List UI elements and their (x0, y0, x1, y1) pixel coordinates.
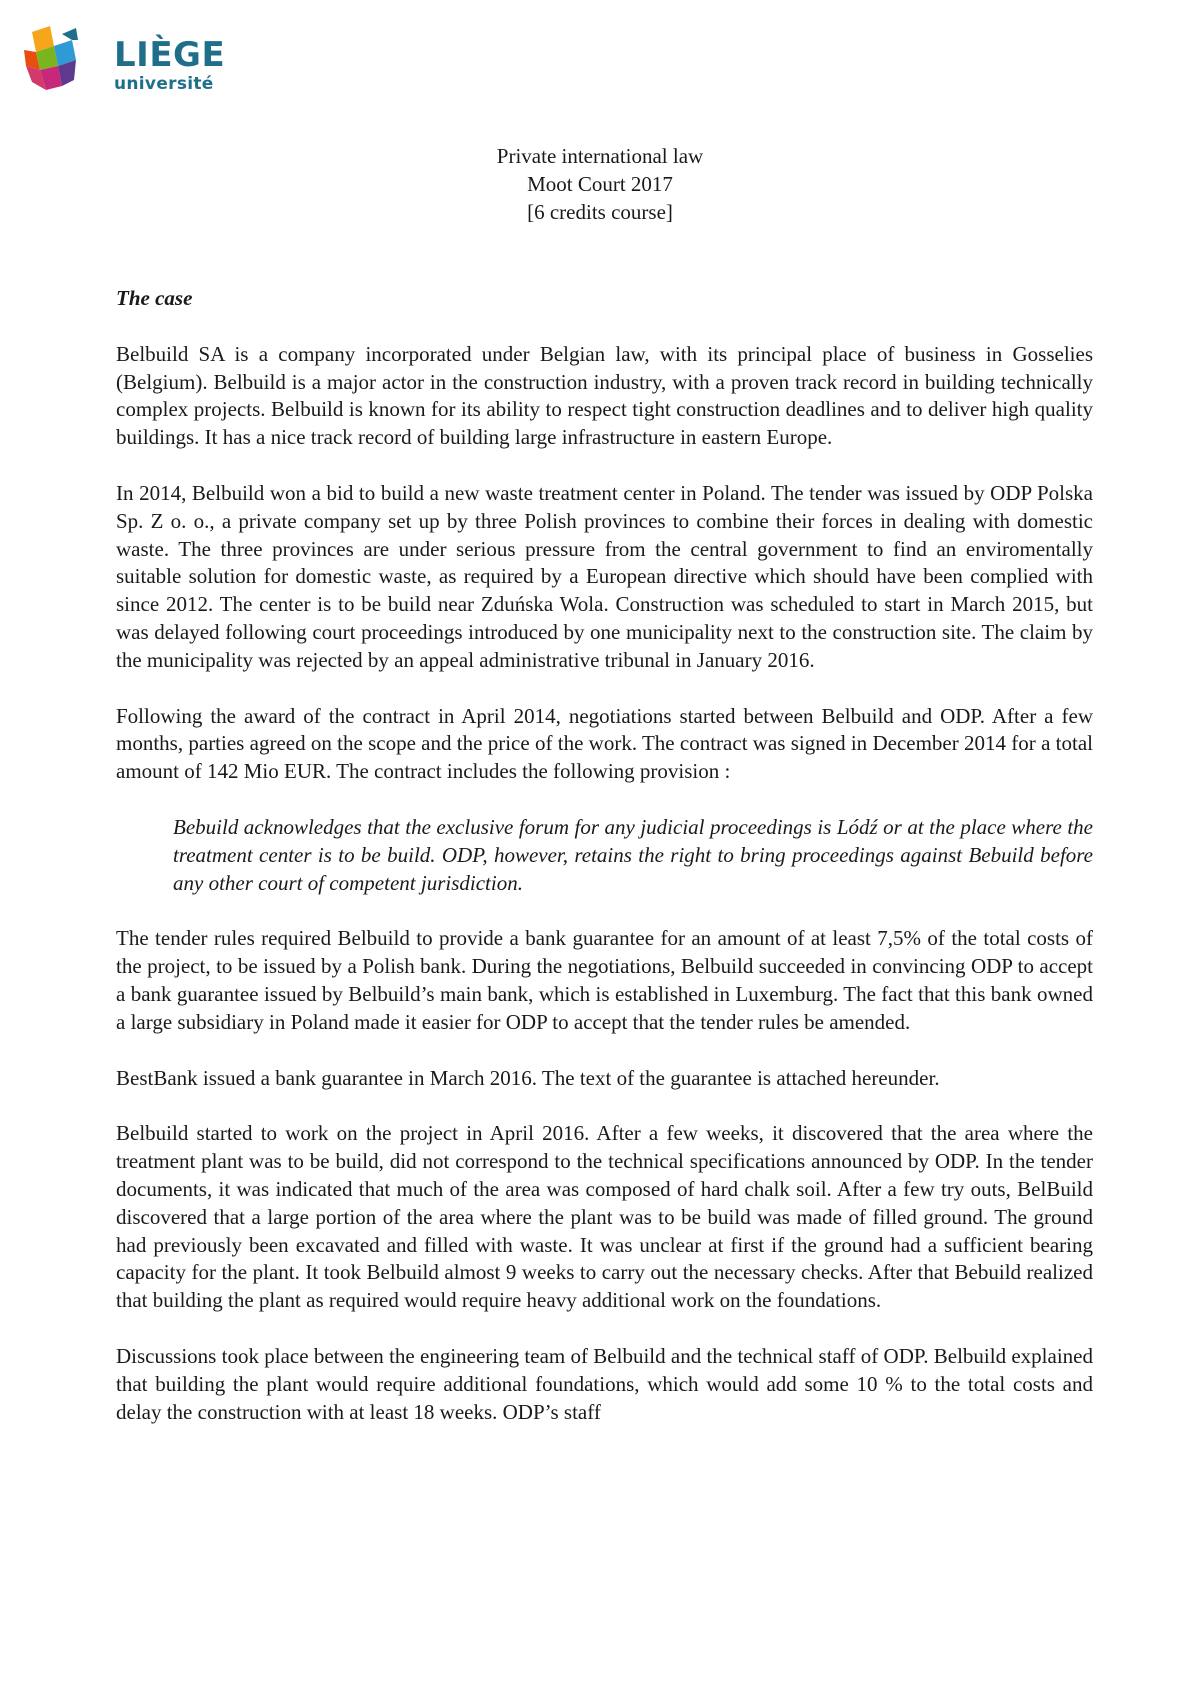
course-credits: [6 credits course] (527, 200, 673, 224)
course-title: Private international law (496, 144, 704, 168)
logo-cube-icon (22, 24, 102, 94)
document-body (116, 285, 1093, 1426)
logo-subtitle: université (114, 74, 214, 94)
section-title: The case (116, 286, 193, 310)
paragraph-1: Belbuild SA is a company incorporated under Belgian law, with its principal place of business in Gosselies (Belgium). Belbuild is a major actor in the construction industry, with a proven track record in building technically complex projects. Belbuild is known for its ability to respect tight construction deadlines and to deliver high quality buildings. It has a nice track record of building large infrastructure in eastern Europe. (116, 341, 1093, 450)
paragraph-3: Following the award of the contract in April 2014, negotiations started between Belbuild and ODP. After a few months, parties agreed on the scope and the price of the work. The contract was signed in December 2014 for a total amount of 142 Mio EUR. The contract includes the following provision : (116, 703, 1093, 784)
paragraph-5: BestBank issued a bank guarantee in March 2016. The text of the guarantee is attached hereunder. (116, 1065, 940, 1090)
university-logo (22, 20, 226, 100)
paragraph-2: In 2014, Belbuild won a bid to build a new waste treatment center in Poland. The tender was issued by ODP Polska Sp. Z o. o., a private company set up by three Polish provinces to combine their forces in dealing with domestic waste. The three provinces are under serious pressure from the central government to find an enviromentally suitable solution for domestic waste, as required by a European directive which should have been complied with since 2012. The center is to be build near Zduńska Wola. Construction was scheduled to start in March 2015, but was delayed following court proceedings introduced by one municipality next to the construction site. The claim by the municipality was rejected by an appeal administrative tribunal in January 2016. (116, 480, 1093, 672)
logo-name: LIÈGE (114, 35, 226, 75)
document-header (0, 142, 1200, 226)
contract-provision-quote: Bebuild acknowledges that the exclusive forum for any judicial proceedings is Lódź or at the place where the treatment center is to be build. ODP, however, retains the right to bring proceedings against Bebuild before any other court of competent jurisdiction. (173, 814, 1093, 895)
paragraph-7: Discussions took place between the engineering team of Belbuild and the technical staff of ODP. Belbuild explained that building the plant would require additional foundations, which would add some 10 % to the total costs and delay the construction with at least 18 weeks. ODP’s staff (116, 1343, 1093, 1424)
paragraph-6: Belbuild started to work on the project in April 2016. After a few weeks, it discovered that the area where the treatment plant was to be build, did not correspond to the technical specifications announced by ODP. In the tender documents, it was indicated that much of the area was composed of hard chalk soil. After a few try outs, BelBuild discovered that a large portion of the area where the plant was to be build was made of filled ground. The ground had previously been excavated and filled with waste. It was unclear at first if the ground had a sufficient bearing capacity for the plant. It took Belbuild almost 9 weeks to carry out the necessary checks. After that Bebuild realized that building the plant as required would require heavy additional work on the foundations. (116, 1121, 1093, 1313)
paragraph-4: The tender rules required Belbuild to provide a bank guarantee for an amount of at least 7,5% of the total costs of the project, to be issued by a Polish bank. During the negotiations, Belbuild succeeded in convincing ODP to accept a bank guarantee issued by Belbuild’s main bank, which is established in Luxemburg. The fact that this bank owned a large subsidiary in Poland made it easier for ODP to accept that the tender rules be amended. (116, 926, 1093, 1034)
course-subtitle: Moot Court 2017 (527, 172, 673, 196)
